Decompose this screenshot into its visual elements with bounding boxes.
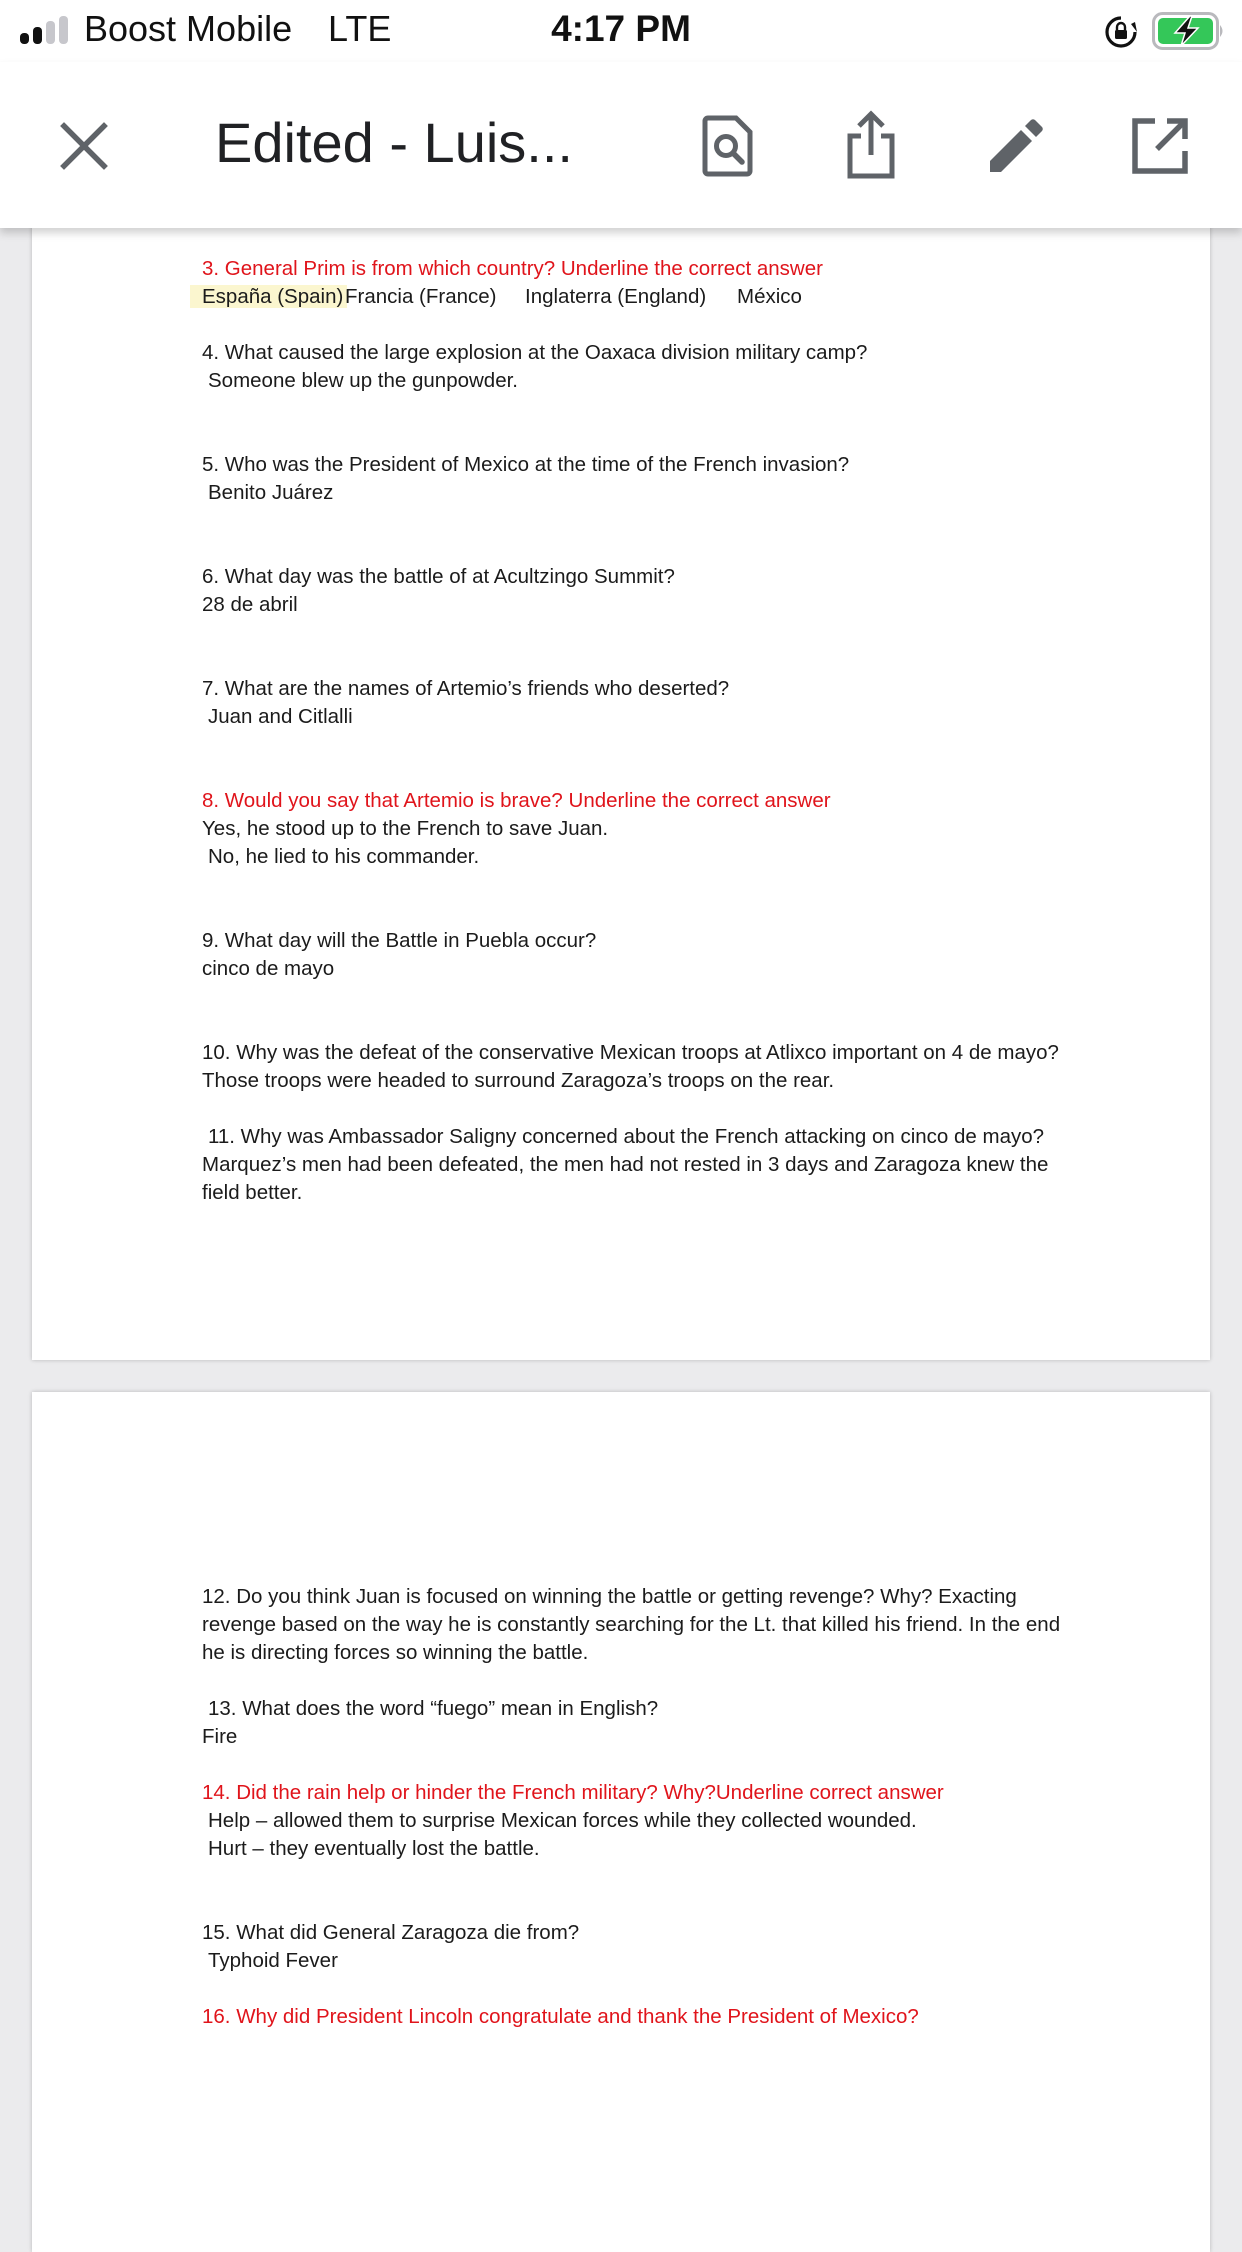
answer-14-option-1: Help – allowed them to surprise Mexican forces while they collected wounded. [208, 1809, 917, 1832]
answer-10: Those troops were headed to surround Zaragoza’s troops on the rear. [202, 1069, 835, 1092]
answer-13: Fire [202, 1725, 238, 1748]
document-toolbar [0, 62, 1242, 228]
answer-14-option-2: Hurt – they eventually lost the battle. [208, 1837, 540, 1860]
question-13: 13. What does the word “fuego” mean in English? [208, 1697, 659, 1720]
question-4: 4. What caused the large explosion at the Oaxaca division military camp? [202, 341, 868, 364]
pencil-icon [987, 117, 1045, 175]
status-time: 4:17 PM [551, 8, 691, 49]
share-button[interactable] [833, 102, 909, 188]
rotation-lock-icon [1104, 15, 1138, 49]
network-type: LTE [328, 8, 392, 49]
answer-11-line-1: Marquez’s men had been defeated, the men had not rested in 3 days and Zaragoza knew the [202, 1153, 1049, 1176]
answer-15: Typhoid Fever [208, 1949, 338, 1972]
question-12-line-1: 12. Do you think Juan is focused on winning the battle or getting revenge? Why? Exacting [202, 1585, 1017, 1608]
document-page-2 [32, 1392, 1210, 2252]
answer-option-highlighted [194, 283, 347, 311]
answer-6: 28 de abril [202, 593, 298, 616]
close-button[interactable] [52, 114, 116, 178]
find-in-document-button[interactable] [690, 108, 766, 184]
answer-8-option-2: No, he lied to his commander. [208, 845, 480, 868]
question-5: 5. Who was the President of Mexico at the time of the French invasion? [202, 453, 850, 476]
answer-5: Benito Juárez [208, 481, 334, 504]
document-title: Edited - Luis... [215, 111, 573, 174]
status-bar [0, 0, 1242, 62]
close-icon [60, 122, 108, 170]
question-12-line-2: revenge based on the way he is constantly searching for the Lt. that killed his friend. In the end [202, 1613, 1061, 1636]
question-9: 9. What day will the Battle in Puebla occur? [202, 929, 597, 952]
answer-option: Inglaterra (England) [525, 285, 707, 308]
open-in-new-icon [1131, 117, 1189, 175]
question-12-line-3: he is directing forces so winning the battle. [202, 1641, 589, 1664]
share-icon [844, 110, 898, 180]
question-16: 16. Why did President Lincoln congratulate and thank the President of Mexico? [202, 2005, 919, 2028]
open-in-app-button[interactable] [1122, 108, 1198, 184]
answer-option: México [737, 285, 802, 308]
question-14: 14. Did the rain help or hinder the French military? Why?Underline correct answer [202, 1781, 944, 1804]
battery-charging-icon [1152, 12, 1226, 50]
question-15: 15. What did General Zaragoza die from? [202, 1921, 580, 1944]
question-7: 7. What are the names of Artemio’s friends who deserted? [202, 677, 730, 700]
answer-9: cinco de mayo [202, 957, 335, 980]
answer-8-option-1: Yes, he stood up to the French to save Juan. [202, 817, 609, 840]
question-8: 8. Would you say that Artemio is brave? Underline the correct answer [202, 789, 831, 812]
answer-11-line-2: field better. [202, 1181, 303, 1204]
answer-4: Someone blew up the gunpowder. [208, 369, 519, 392]
answer-7: Juan and Citlalli [208, 705, 353, 728]
question-3: 3. General Prim is from which country? Underline the correct answer [202, 257, 823, 280]
question-11: 11. Why was Ambassador Saligny concerned about the French attacking on cinco de mayo? [208, 1125, 1045, 1148]
question-6: 6. What day was the battle of at Acultzingo Summit? [202, 565, 675, 588]
highlighted-option: España (Spain) [190, 285, 347, 308]
answer-option: Francia (France) [345, 285, 497, 308]
question-10: 10. Why was the defeat of the conservative Mexican troops at Atlixco important on 4 de mayo? [202, 1041, 1059, 1064]
edit-button[interactable] [978, 108, 1054, 184]
document-page-1 [32, 200, 1210, 1360]
document-search-icon [702, 115, 754, 177]
carrier-name: Boost Mobile [84, 8, 293, 49]
